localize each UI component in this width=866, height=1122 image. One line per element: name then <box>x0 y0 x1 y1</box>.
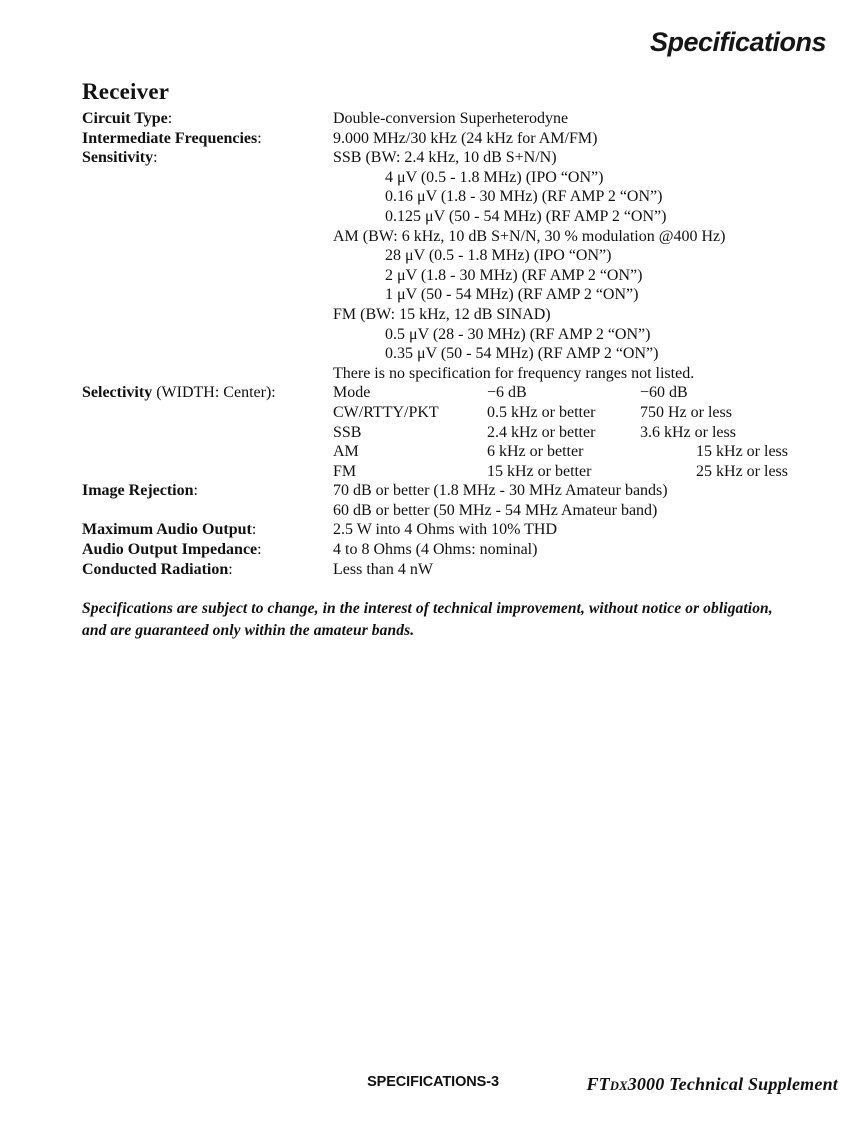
spec-label-bold: Selectivity <box>82 384 153 402</box>
selectivity-row <box>333 462 788 482</box>
selectivity-cell-minus60: 750 Hz or less <box>640 403 732 421</box>
footer-doc-title-dx: DX <box>609 1079 628 1093</box>
spec-value: Double-conversion Superheterodyne <box>333 110 569 127</box>
selectivity-cell-minus6: 6 kHz or better <box>487 443 584 461</box>
spec-row-sensitivity-line <box>82 187 836 207</box>
spec-value: 4 to 8 Ohms (4 Ohms: nominal) <box>333 541 538 559</box>
spec-row-sensitivity-line <box>82 344 836 364</box>
spec-value-line: 0.125 μV (50 - 54 MHz) (RF AMP 2 “ON”) <box>385 207 667 225</box>
spec-label-bold: Maximum Audio Output <box>82 521 252 539</box>
footer-doc-title-prefix: FT <box>586 1074 610 1094</box>
spec-row-sensitivity <box>82 148 836 168</box>
spec-value-line: 4 μV (0.5 - 1.8 MHz) (IPO “ON”) <box>385 168 604 186</box>
spec-row-sensitivity-line <box>82 266 836 286</box>
spec-label-bold: Sensitivity <box>82 149 154 167</box>
spec-value-line: SSB (BW: 2.4 kHz, 10 dB S+N/N) <box>333 149 557 167</box>
footer-page-label: SPECIFICATIONS-3 <box>367 1074 499 1090</box>
spec-value-line: 70 dB or better (1.8 MHz - 30 MHz Amateur bands) <box>333 482 668 500</box>
spec-label <box>82 481 333 501</box>
spec-row-intermediate-frequencies <box>82 129 836 149</box>
selectivity-cell-minus6: 2.4 kHz or better <box>487 423 596 441</box>
selectivity-header-row <box>333 383 788 403</box>
spec-row-sensitivity-line <box>82 305 836 325</box>
spec-label-bold: Image Rejection <box>82 482 194 500</box>
spec-row-selectivity <box>82 383 836 481</box>
spec-label-bold: Audio Output Impedance <box>82 541 258 559</box>
spec-value-line: AM (BW: 6 kHz, 10 dB S+N/N, 30 % modulation @400 Hz) <box>333 227 726 245</box>
spec-row-sensitivity-line <box>82 325 836 345</box>
selectivity-cell-minus60: 3.6 kHz or less <box>640 423 736 441</box>
spec-row-circuit-type <box>82 109 836 129</box>
spec-label <box>82 129 333 149</box>
spec-label-rest: (WIDTH: Center): <box>152 384 276 402</box>
section-title: Receiver <box>82 79 170 104</box>
spec-row-image-rejection-line <box>82 501 836 521</box>
selectivity-table <box>333 383 788 481</box>
spec-row-sensitivity-line <box>82 364 836 384</box>
spec-label-rest: : <box>257 541 262 559</box>
spec-value-line: 28 μV (0.5 - 1.8 MHz) (IPO “ON”) <box>385 247 612 265</box>
spec-value: Less than 4 nW <box>333 560 433 578</box>
spec-row-conducted-radiation <box>82 560 836 580</box>
spec-label-bold: Circuit Type <box>82 110 168 127</box>
selectivity-cell-mode: Mode <box>333 384 371 402</box>
spec-label <box>82 560 333 580</box>
footer-doc-title-suffix: 3000 Technical Supplement <box>627 1074 838 1094</box>
legal-note-line: Specifications are subject to change, in the interest of technical improvement, without notice or obligation, <box>82 600 773 617</box>
spec-row-image-rejection <box>82 481 836 501</box>
page-header <box>650 27 826 58</box>
spec-value-line: 60 dB or better (50 MHz - 54 MHz Amateur band) <box>333 501 658 519</box>
spec-label-rest: : <box>153 149 158 167</box>
spec-label-rest: : <box>167 110 173 127</box>
spec-value: 9.000 MHz/30 kHz (24 kHz for AM/FM) <box>333 129 598 147</box>
spec-row-maximum-audio-output <box>82 520 836 540</box>
spec-label <box>82 109 333 129</box>
spec-label-rest: : <box>228 560 233 578</box>
receiver-specifications <box>82 78 836 579</box>
spec-label <box>82 540 333 560</box>
legal-note-line: and are guaranteed only within the amateur bands. <box>82 621 415 639</box>
spec-value: 2.5 W into 4 Ohms with 10% THD <box>333 521 558 539</box>
spec-row-sensitivity-line <box>82 285 836 305</box>
selectivity-cell-minus60: 15 kHz or less <box>696 443 788 461</box>
header-title: Specifications <box>649 27 826 57</box>
spec-label <box>82 520 333 540</box>
spec-label-bold: Intermediate Frequencies <box>82 129 258 147</box>
spec-value-line: There is no specification for frequency ranges not listed. <box>333 364 695 382</box>
spec-value-line: 1 μV (50 - 54 MHz) (RF AMP 2 “ON”) <box>385 286 639 304</box>
selectivity-cell-minus6: 15 kHz or better <box>487 462 592 480</box>
page-footer <box>0 1074 866 1100</box>
selectivity-cell-minus6: −6 dB <box>487 384 527 402</box>
selectivity-cell-mode: AM <box>333 443 359 461</box>
selectivity-cell-mode: FM <box>333 462 357 480</box>
selectivity-row <box>333 403 788 423</box>
spec-label-rest: : <box>193 482 198 500</box>
selectivity-row <box>333 423 788 443</box>
spec-row-sensitivity-line <box>82 207 836 227</box>
footer-doc-title <box>586 1074 838 1095</box>
selectivity-cell-minus60: 25 kHz or less <box>696 462 788 480</box>
spec-row-sensitivity-line <box>82 168 836 188</box>
spec-value-line: 2 μV (1.8 - 30 MHz) (RF AMP 2 “ON”) <box>385 266 643 284</box>
spec-value-line: 0.16 μV (1.8 - 30 MHz) (RF AMP 2 “ON”) <box>385 188 663 206</box>
spec-value-line: 0.35 μV (50 - 54 MHz) (RF AMP 2 “ON”) <box>385 345 659 363</box>
spec-label-bold: Conducted Radiation <box>82 560 229 578</box>
selectivity-row <box>333 442 788 462</box>
spec-label <box>82 148 333 168</box>
selectivity-cell-mode: SSB <box>333 423 362 441</box>
spec-row-audio-output-impedance <box>82 540 836 560</box>
spec-row-sensitivity-line <box>82 246 836 266</box>
spec-value-line: FM (BW: 15 kHz, 12 dB SINAD) <box>333 305 551 323</box>
selectivity-cell-mode: CW/RTTY/PKT <box>333 403 439 421</box>
selectivity-cell-minus60: −60 dB <box>640 384 688 402</box>
spec-label <box>82 383 333 403</box>
spec-label-rest: : <box>251 521 257 539</box>
legal-note <box>82 598 842 641</box>
spec-value-line: 0.5 μV (28 - 30 MHz) (RF AMP 2 “ON”) <box>385 325 651 343</box>
spec-row-sensitivity-line <box>82 227 836 247</box>
selectivity-cell-minus6: 0.5 kHz or better <box>487 403 596 421</box>
spec-label-rest: : <box>257 129 262 147</box>
